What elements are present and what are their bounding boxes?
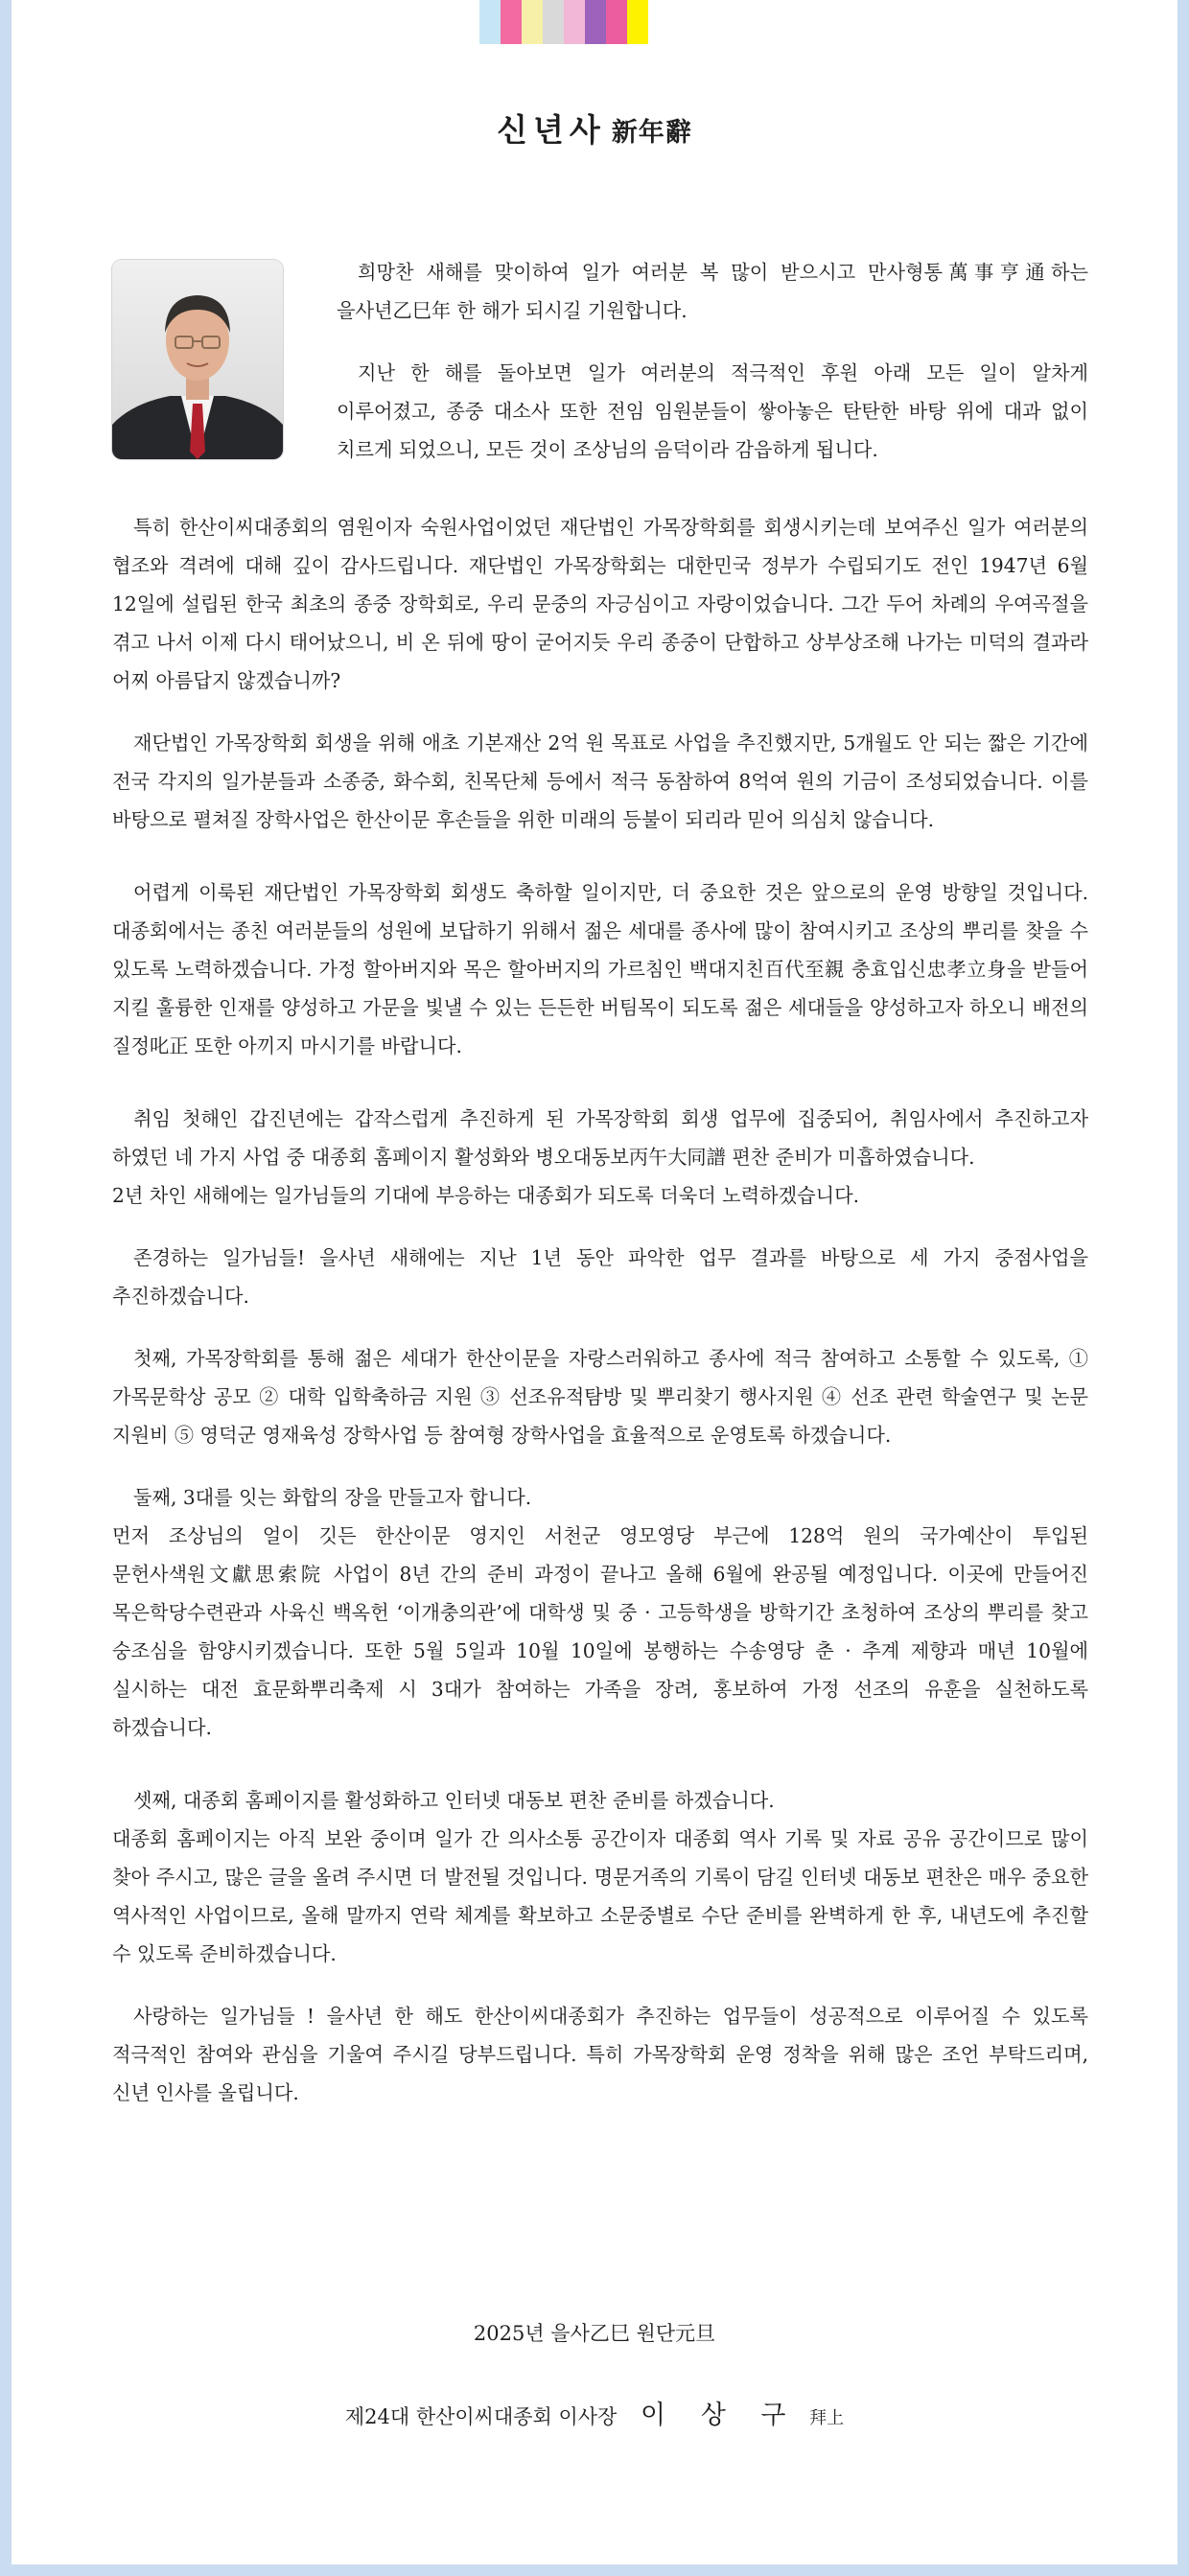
paragraph: 사랑하는 일가님들 ! 을사년 한 해도 한산이씨대종회가 추진하는 업무들이 성공적으로 이루어질 수 있도록 적극적인 참여와 관심을 기울여 주시길 당부드립니다. 특히 가목장학회 운영 정착을 위해 많은 조언 부탁드리며, 신년 인사를 올립니다. xyxy=(112,2005,1088,2104)
color-swatch-8 xyxy=(627,0,648,44)
portrait-photo xyxy=(112,260,283,459)
color-swatch-3 xyxy=(522,0,543,44)
paragraph: 희망찬 새해를 맞이하여 일가 여러분 복 많이 받으시고 만사형통萬事亨通하는 을사년乙巳年 한 해가 되시길 기원합니다. xyxy=(337,261,1088,322)
signature-line xyxy=(12,2394,1177,2431)
paragraph: 취임 첫해인 갑진년에는 갑작스럽게 추진하게 된 가목장학회 회생 업무에 집중되어, 취임사에서 추진하고자 하였던 네 가지 사업 중 대종회 홈페이지 활성화와 병오대동보丙午大同譜 편찬 준비가 미흡하였습니다. xyxy=(112,1107,1088,1169)
intro-text xyxy=(337,253,1088,493)
paragraph: 특히 한산이씨대종회의 염원이자 숙원사업이었던 재단법인 가목장학회를 회생시키는데 보여주신 일가 여러분의 협조와 격려에 대해 깊이 감사드립니다. 재단법인 가목장학회는 대한민국 정부가 수립되기도 전인 1947년 6월 12일에 설립된 한국 최초의 종중 장학회로, 우리 문중의 자긍심이고 자랑이었습니다. 그간 두어 차례의 우여곡절을 겪고 나서 이제 다시 태어났으니, 비 온 뒤에 땅이 굳어지듯 우리 종중이 단합하고 상부상조해 나가는 미덕의 결과라 어찌 아름답지 않겠습니까? xyxy=(112,516,1088,692)
signer-position: 제24대 한산이씨대종회 이사장 xyxy=(344,2405,618,2428)
color-swatch-strip xyxy=(479,0,648,44)
paragraph: 지난 한 해를 돌아보면 일가 여러분의 적극적인 후원 아래 모든 일이 알차게 이루어졌고, 종중 대소사 또한 전임 임원분들이 쌓아놓은 탄탄한 바탕 위에 대과 없이 치르게 되었으니, 모든 것이 조상님의 음덕이라 감읍하게 됩니다. xyxy=(337,361,1088,461)
paragraph: 첫째, 가목장학회를 통해 젊은 세대가 한산이문을 자랑스러워하고 종사에 적극 참여하고 소통할 수 있도록, ① 가목문학상 공모 ② 대학 입학축하금 지원 ③ 선조유적탐방 및 뿌리찾기 행사지원 ④ 선조 관련 학술연구 및 논문 지원비 ⑤ 영덕군 영재육성 장학사업 등 참여형 장학사업을 효율적으로 운영토록 하겠습니다. xyxy=(112,1347,1088,1447)
color-swatch-7 xyxy=(606,0,627,44)
paragraph: 존경하는 일가님들! 을사년 새해에는 지난 1년 동안 파악한 업무 결과를 바탕으로 세 가지 중점사업을 추진하겠습니다. xyxy=(112,1246,1088,1308)
paragraph: 먼저 조상님의 얼이 깃든 한산이문 영지인 서천군 영모영당 부근에 128억 원의 국가예산이 투입된 문헌사색원文獻思索院 사업이 8년 간의 준비 과정이 끝나고 올해 6월에 완공될 예정입니다. 이곳에 만들어진 목은학당수련관과 사육신 백옥헌 ‘이개충의관’에 대학생 및 중 · 고등학생을 방학기간 초청하여 조상의 뿌리를 찾고 숭조심을 함양시키겠습니다. 또한 5월 5일과 10월 10일에 봉행하는 수송영당 춘 · 추계 제향과 매년 10월에 실시하는 대전 효문화뿌리축제 시 3대가 참여하는 가족을 장려, 홍보하여 가정 선조의 유훈을 실천하도록 하겠습니다. xyxy=(112,1524,1088,1739)
paragraph: 셋째, 대종회 홈페이지를 활성화하고 인터넷 대동보 편찬 준비를 하겠습니다. xyxy=(133,1789,775,1812)
letter-date: 2025년 을사乙巳 원단元旦 xyxy=(473,2322,716,2345)
letter-body xyxy=(112,508,1088,2136)
paragraph: 2년 차인 새해에는 일가님들의 기대에 부응하는 대종회가 되도록 더욱더 노력하겠습니다. xyxy=(112,1184,860,1207)
page-title xyxy=(12,105,1177,151)
author-portrait xyxy=(112,260,283,459)
paragraph: 어렵게 이룩된 재단법인 가목장학회 회생도 축하할 일이지만, 더 중요한 것은 앞으로의 운영 방향일 것입니다. 대종회에서는 종친 여러분들의 성원에 보답하기 위해서 젊은 세대를 종사에 많이 참여시키고 조상의 뿌리를 찾을 수 있도록 노력하겠습니다. 가정 할아버지와 목은 할아버지의 가르침인 백대지친百代至親 충효입신忠孝立身을 받들어 지킬 훌륭한 인재를 양성하고 가문을 빛낼 수 있는 든든한 버팀목이 되도록 젊은 세대들을 양성하고자 하오니 배전의 질정叱正 또한 아끼지 마시기를 바랍니다. xyxy=(112,881,1088,1057)
page-sheet xyxy=(12,0,1177,2564)
color-swatch-5 xyxy=(564,0,585,44)
color-swatch-2 xyxy=(501,0,522,44)
title-hanja: 新年辭 xyxy=(611,118,692,148)
color-swatch-4 xyxy=(543,0,564,44)
signer-name: 이 상 구 xyxy=(641,2401,800,2430)
title-korean: 신년사 xyxy=(497,111,606,149)
color-swatch-6 xyxy=(585,0,606,44)
paragraph: 재단법인 가목장학회 회생을 위해 애초 기본재산 2억 원 목표로 사업을 추진했지만, 5개월도 안 되는 짧은 기간에 전국 각지의 일가분들과 소종중, 화수회, 친목단체 등에서 적극 동참하여 8억여 원의 기금이 조성되었습니다. 이를 바탕으로 펼쳐질 장학사업은 한산이문 후손들을 위한 미래의 등불이 되리라 믿어 의심치 않습니다. xyxy=(112,731,1088,831)
signer-bae: 拜上 xyxy=(809,2408,845,2428)
paragraph: 대종회 홈페이지는 아직 보완 중이며 일가 간 의사소통 공간이자 대종회 역사 기록 및 자료 공유 공간이므로 많이 찾아 주시고, 많은 글을 올려 주시면 더 발전될 것입니다. 명문거족의 기록이 담길 인터넷 대동보 편찬은 매우 중요한 역사적인 사업이므로, 올해 말까지 연락 체계를 확보하고 소문중별로 수단 준비를 완벽하게 한 후, 내년도에 추진할 수 있도록 준비하겠습니다. xyxy=(112,1827,1088,1965)
paragraph: 둘째, 3대를 잇는 화합의 장을 만들고자 합니다. xyxy=(133,1486,532,1509)
color-swatch-1 xyxy=(479,0,501,44)
